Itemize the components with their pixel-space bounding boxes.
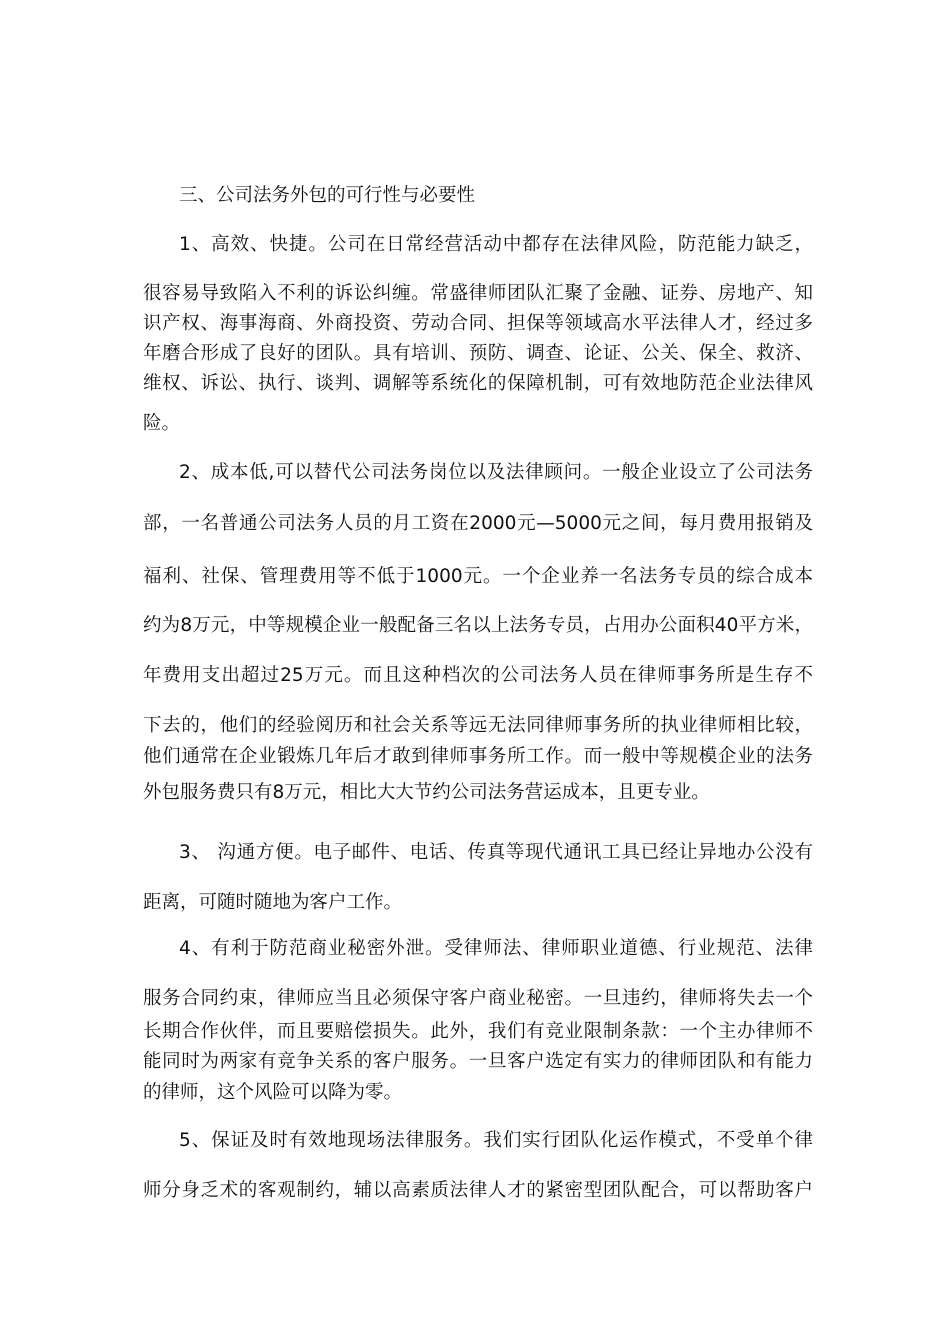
paragraph-4-line-2: 服务合同约束，律师应当且必须保守客户商业秘密。一旦违约，律师将失去一个 (143, 988, 813, 1009)
paragraph-3-line-2: 距离，可随时随地为客户工作。 (143, 892, 403, 913)
paragraph-1-line-2: 很容易导致陷入不利的诉讼纠缠。常盛律师团队汇聚了金融、证券、房地产、知 (143, 283, 813, 304)
section-heading: 三、公司法务外包的可行性与必要性 (179, 185, 476, 206)
paragraph-2-line-5: 年费用支出超过25万元。而且这种档次的公司法务人员在律师事务所是生存不 (143, 665, 813, 686)
paragraph-2-line-8: 外包服务费只有8万元，相比大大节约公司法务营运成本，且更专业。 (143, 782, 710, 803)
paragraph-4-line-1: 4、有利于防范商业秘密外泄。受律师法、律师职业道德、行业规范、法律 (179, 938, 813, 959)
paragraph-5-line-1: 5、保证及时有效地现场法律服务。我们实行团队化运作模式，不受单个律 (179, 1130, 813, 1151)
paragraph-3-line-1: 3、 沟通方便。电子邮件、电话、传真等现代通讯工具已经让异地办公没有 (179, 842, 813, 863)
paragraph-4-line-5: 的律师，这个风险可以降为零。 (143, 1082, 403, 1103)
paragraph-1-line-5: 维权、诉讼、执行、谈判、调解等系统化的保障机制，可有效地防范企业法律风 (143, 373, 813, 394)
paragraph-2-line-7: 他们通常在企业锻炼几年后才敢到律师事务所工作。而一般中等规模企业的法务 (143, 746, 813, 767)
paragraph-5-line-2: 师分身乏术的客观制约，辅以高素质法律人才的紧密型团队配合，可以帮助客户 (143, 1180, 813, 1201)
paragraph-4-line-4: 能同时为两家有竞争关系的客户服务。一旦客户选定有实力的律师团队和有能力 (143, 1051, 813, 1072)
paragraph-4-line-3: 长期合作伙伴，而且要赔偿损失。此外，我们有竞业限制条款：一个主办律师不 (143, 1021, 813, 1042)
paragraph-1-line-3: 识产权、海事海商、外商投资、劳动合同、担保等领域高水平法律人才，经过多 (143, 313, 813, 334)
paragraph-2-line-6: 下去的，他们的经验阅历和社会关系等远无法同律师事务所的执业律师相比较， (143, 715, 813, 736)
paragraph-1-line-1: 1、高效、快捷。公司在日常经营活动中都存在法律风险，防范能力缺乏， (179, 234, 813, 255)
paragraph-1-line-6: 险。 (143, 413, 181, 434)
paragraph-2-line-2: 部，一名普通公司法务人员的月工资在2000元—5000元之间，每月费用报销及 (143, 513, 813, 534)
paragraph-2-line-4: 约为8万元，中等规模企业一般配备三名以上法务专员，占用办公面积40平方米， (143, 615, 813, 636)
paragraph-2-line-1: 2、成本低,可以替代公司法务岗位以及法律顾问。一般企业设立了公司法务 (179, 462, 813, 483)
paragraph-2-line-3: 福利、社保、管理费用等不低于1000元。一个企业养一名法务专员的综合成本 (143, 566, 813, 587)
paragraph-1-line-4: 年磨合形成了良好的团队。具有培训、预防、调查、论证、公关、保全、救济、 (143, 343, 813, 364)
